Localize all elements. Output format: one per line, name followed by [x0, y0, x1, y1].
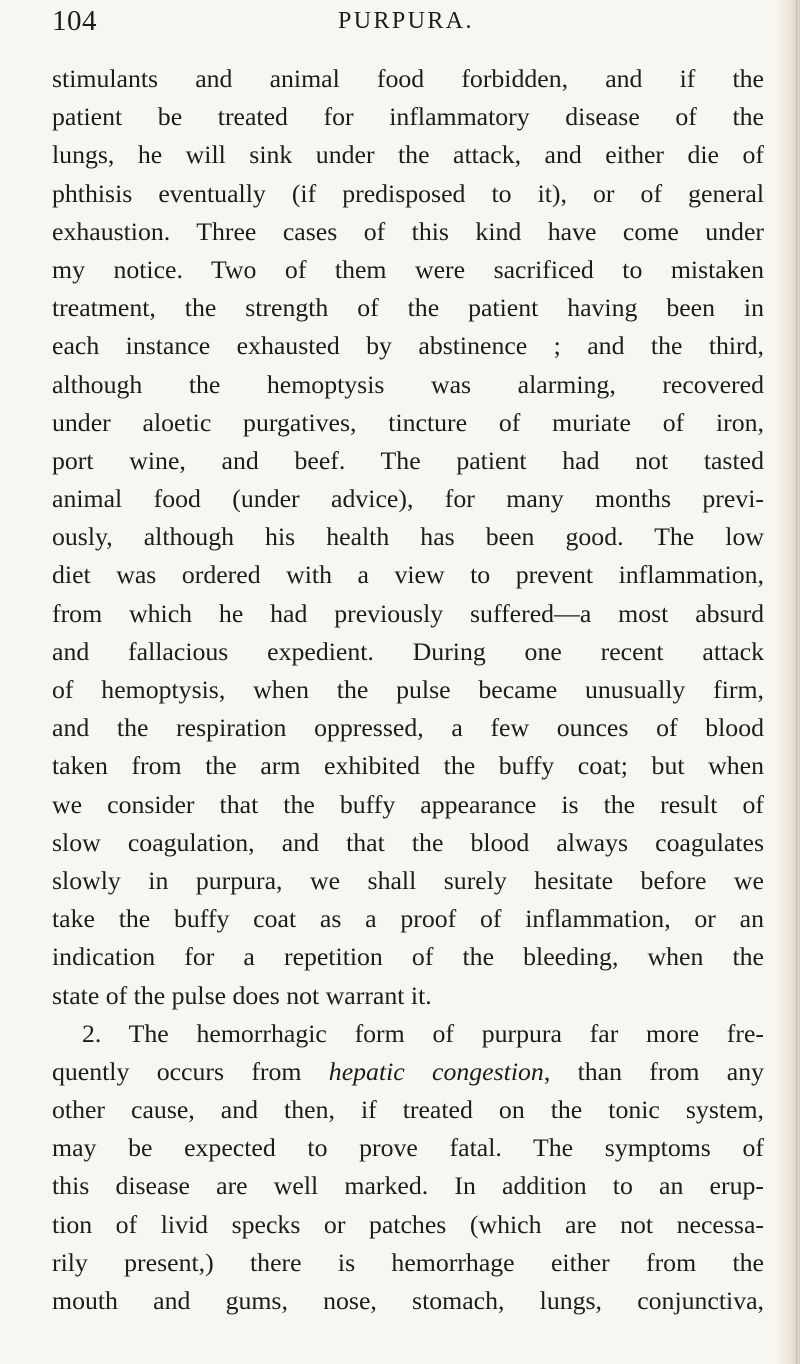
text-line-with-italic [52, 1053, 764, 1091]
running-title: PURPURA. [338, 8, 474, 34]
paragraph-first-line: 2. The hemorrhagic form of purpura far more fre- [82, 1018, 764, 1048]
text-line: taken from the arm exhibited the buffy coat; but when [52, 751, 764, 781]
paragraph-last-line: state of the pulse does not warrant it. [52, 980, 432, 1010]
text-line: slow coagulation, and that the blood always coagulates [52, 827, 764, 857]
text-line: diet was ordered with a view to prevent inflammation, [52, 560, 764, 590]
text-line: slowly in purpura, we shall surely hesitate before we [52, 865, 764, 895]
text-line: from which he had previously suffered—a most absurd [52, 598, 764, 628]
text-line: although the hemoptysis was alarming, recovered [52, 369, 764, 399]
text-line: treatment, the strength of the patient having been in [52, 293, 764, 323]
text-line: and fallacious expedient. During one recent attack [52, 636, 764, 666]
text-line: my notice. Two of them were sacrificed to mistaken [52, 254, 764, 284]
text-line: this disease are well marked. In addition to an erup- [52, 1171, 764, 1201]
page-number: 104 [52, 5, 97, 37]
text-line: under aloetic purgatives, tincture of muriate of iron, [52, 407, 764, 437]
text-line: tion of livid specks or patches (which are not necessa- [52, 1209, 764, 1239]
text-segment: , than from any [543, 1056, 764, 1086]
text-line: exhaustion. Three cases of this kind have come under [52, 216, 764, 246]
text-line: take the buffy coat as a proof of inflammation, or an [52, 904, 764, 934]
text-line: indication for a repetition of the bleeding, when the [52, 942, 764, 972]
text-line: other cause, and then, if treated on the tonic system, [52, 1095, 764, 1125]
text-line: phthisis eventually (if predisposed to it), or of general [52, 178, 764, 208]
body-text [52, 60, 764, 1320]
italic-phrase: hepatic congestion [328, 1056, 544, 1086]
text-line: port wine, and beef. The patient had not tasted [52, 445, 764, 475]
page-edge-shadow [776, 0, 800, 1364]
text-line: patient be treated for inflammatory disease of the [52, 102, 764, 132]
text-line: mouth and gums, nose, stomach, lungs, conjunctiva, [52, 1286, 764, 1315]
text-line: lungs, he will sink under the attack, and either die of [52, 140, 764, 170]
text-line: ously, although his health has been good. The low [52, 522, 764, 552]
text-line: each instance exhausted by abstinence ; and the third, [52, 331, 764, 361]
page-header [52, 1, 762, 41]
text-segment: quently occurs from [52, 1056, 329, 1086]
text-line: animal food (under advice), for many months previ- [52, 484, 764, 514]
text-line: of hemoptysis, when the pulse became unusually firm, [52, 675, 764, 704]
text-line: stimulants and animal food forbidden, and if the [52, 64, 764, 93]
text-line: may be expected to prove fatal. The symptoms of [52, 1133, 764, 1163]
text-line: we consider that the buffy appearance is the result of [52, 789, 764, 819]
text-line: and the respiration oppressed, a few ounces of blood [52, 713, 764, 743]
text-line: rily present,) there is hemorrhage either from the [52, 1247, 764, 1277]
